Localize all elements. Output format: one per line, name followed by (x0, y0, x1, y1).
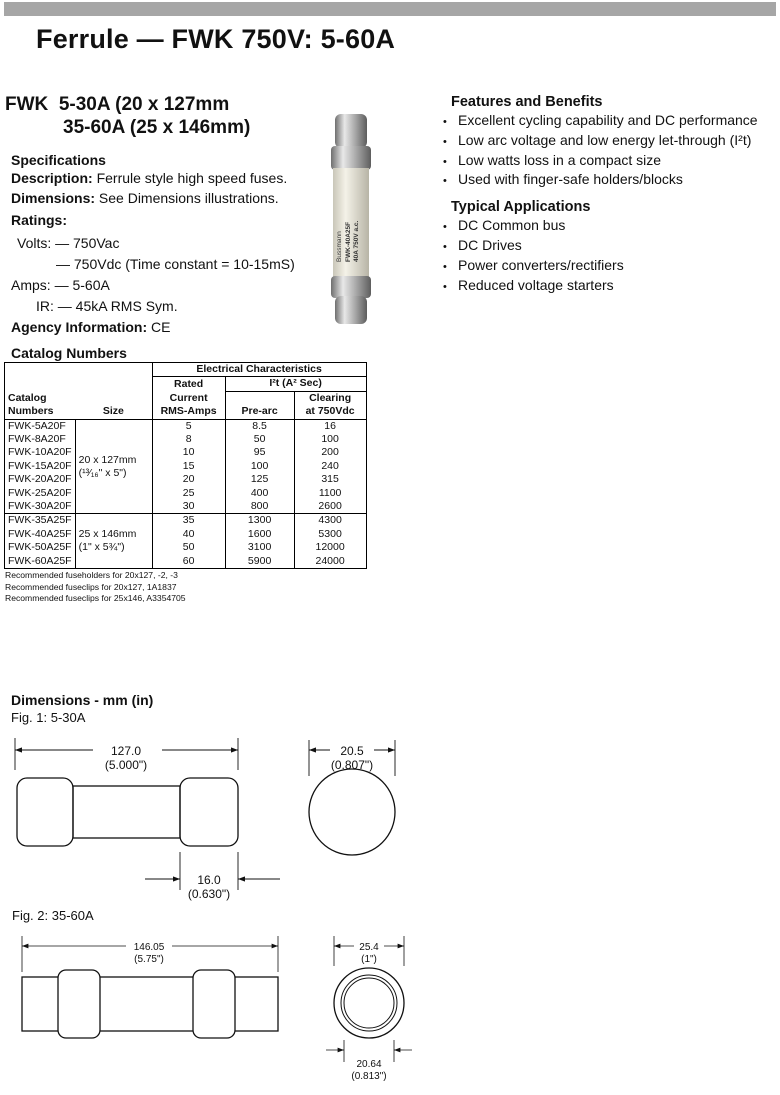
clearing-value: 24000 (294, 555, 366, 569)
catalog-number: FWK-25A20F (5, 487, 76, 500)
header-line-2: 35-60A (25 x 146mm) (63, 117, 251, 138)
prearc-value: 125 (225, 473, 294, 486)
fig1-length-in: (5.000") (104, 758, 148, 772)
list-item: • DC Common bus (442, 217, 758, 237)
page-title: Ferrule — FWK 750V: 5-60A (36, 24, 396, 54)
catalog-number: FWK-35A25F (5, 514, 76, 528)
fig2-inner-mm: 20.64 (356, 1059, 382, 1070)
prearc-value: 1300 (225, 514, 294, 528)
fig1-dia-mm: 20.5 (340, 744, 364, 758)
fig1-band-in: (0.630") (187, 887, 231, 901)
fig1-left-cap (17, 778, 73, 846)
size-imperial: (¹³⁄₁₆" x 5") (78, 466, 127, 479)
prearc-value: 1600 (225, 528, 294, 541)
catalog-number: FWK-15A20F (5, 460, 76, 473)
clearing-value: 12000 (294, 541, 366, 554)
note: Recommended fuseholders for 20x127, -2, -3 (5, 570, 178, 580)
rated-current: 10 (152, 446, 225, 459)
fig2-length-in: (5.75") (134, 954, 164, 965)
elec-char-header: Electrical Characteristics (152, 363, 366, 377)
list-item: • Reduced voltage starters (442, 277, 758, 297)
prearc-value: 800 (225, 500, 294, 514)
catalog-number: FWK-30A20F (5, 500, 76, 514)
list-item: • Power converters/rectifiers (442, 257, 758, 277)
col-catalog-2: Numbers (5, 405, 76, 419)
prearc-value: 100 (225, 460, 294, 473)
fig2-dia-in: (1") (361, 954, 377, 965)
prearc-value: 50 (225, 433, 294, 446)
rated-current: 50 (152, 541, 225, 554)
rated-current: 40 (152, 528, 225, 541)
prearc-value: 400 (225, 487, 294, 500)
prearc-value: 95 (225, 446, 294, 459)
fig2-right-band (193, 970, 235, 1038)
catalog-number: FWK-10A20F (5, 446, 76, 459)
applications-heading: Typical Applications (451, 199, 591, 216)
fig2-dia-mm: 25.4 (359, 942, 379, 953)
fig2-length-mm: 146.05 (133, 942, 165, 953)
i2t-header: I²t (A² Sec) (225, 377, 366, 391)
fig2-inner-in: (0.813") (351, 1071, 387, 1082)
rated-current: 5 (152, 419, 225, 433)
fig1-length-mm: 127.0 (110, 744, 142, 758)
catalog-number: FWK-50A25F (5, 541, 76, 554)
clearing-value: 16 (294, 419, 366, 433)
prearc-value: 8.5 (225, 419, 294, 433)
fig1-body (73, 786, 180, 838)
clearing-value: 2600 (294, 500, 366, 514)
list-item: • Used with finger-safe holders/blocks (442, 171, 758, 191)
fuse-label-line-1: Bussmann (336, 231, 343, 262)
col-rated-1: Rated (152, 377, 225, 391)
fig2-label: Fig. 2: 35-60A (12, 908, 94, 923)
size-metric: 20 x 127mm (78, 453, 137, 466)
spec-ir: IR: — 45kA RMS Sym. (36, 298, 178, 314)
header-line-1: FWK 5-30A (20 x 127mm (5, 94, 230, 115)
spec-volts-dc: — 750Vdc (Time constant = 10-15mS) (56, 256, 295, 272)
ratings-heading: Ratings: (11, 212, 67, 228)
rated-current: 60 (152, 555, 225, 569)
list-item: • Low watts loss in a compact size (442, 152, 758, 172)
note: Recommended fuseclips for 25x146, A3354705 (5, 593, 186, 603)
rated-current: 8 (152, 433, 225, 446)
clearing-value: 200 (294, 446, 366, 459)
spec-description: Description: Ferrule style high speed fuses. (11, 170, 288, 186)
features-heading: Features and Benefits (451, 94, 603, 110)
clearing-value: 315 (294, 473, 366, 486)
rated-current: 20 (152, 473, 225, 486)
fig1-end-view (309, 769, 395, 855)
note: Recommended fuseclips for 20x127, 1A1837 (5, 581, 177, 592)
rated-current: 35 (152, 514, 225, 528)
spec-amps: Amps: — 5-60A (11, 277, 110, 293)
catalog-heading: Catalog Numbers (11, 345, 127, 361)
fig2-end-view (334, 968, 404, 1038)
clearing-value: 1100 (294, 487, 366, 500)
col-rated-3: RMS-Amps (152, 405, 225, 419)
catalog-number: FWK-5A20F (5, 419, 76, 433)
fuse-label-line-2: FWK-40A25F (345, 221, 352, 262)
rated-current: 25 (152, 487, 225, 500)
col-prearc: Pre-arc (225, 405, 294, 419)
list-item: • Excellent cycling capability and DC performance (442, 112, 758, 132)
dimensions-heading: Dimensions - mm (in) (11, 692, 154, 708)
catalog-number: FWK-8A20F (5, 433, 76, 446)
prearc-value: 3100 (225, 541, 294, 554)
catalog-number: FWK-60A25F (5, 555, 76, 569)
fig2-side-view (22, 970, 278, 1038)
clearing-value: 4300 (294, 514, 366, 528)
fuse-label-line-3: 40A 750V a.c. (353, 220, 360, 262)
size-imperial: (1" x 5¾") (78, 541, 125, 554)
rated-current: 30 (152, 500, 225, 514)
spec-agency: Agency Information: CE (11, 319, 171, 335)
col-clearing-1: Clearing (294, 391, 366, 405)
fig1-label: Fig. 1: 5-30A (11, 710, 86, 725)
fig1-side-view (17, 778, 238, 846)
clearing-value: 100 (294, 433, 366, 446)
fig1-right-cap (180, 778, 238, 846)
clearing-value: 5300 (294, 528, 366, 541)
size-metric: 25 x 146mm (78, 528, 137, 541)
prearc-value: 5900 (225, 555, 294, 569)
col-rated-2: Current (152, 391, 225, 405)
specifications-heading: Specifications (11, 152, 106, 168)
clearing-value: 240 (294, 460, 366, 473)
spec-volts-ac: Volts: — 750Vac (17, 235, 120, 251)
fig1-dia-in: (0.807") (330, 758, 374, 772)
catalog-number: FWK-40A25F (5, 528, 76, 541)
fig2-left-band (58, 970, 100, 1038)
col-size: Size (75, 405, 152, 419)
fig1-band-mm: 16.0 (197, 873, 221, 887)
catalog-number: FWK-20A20F (5, 473, 76, 486)
col-catalog-1: Catalog (5, 391, 76, 405)
list-item: • DC Drives (442, 237, 758, 257)
spec-dimensions: Dimensions: See Dimensions illustrations. (11, 190, 279, 206)
list-item: • Low arc voltage and low energy let-through (I²t) (442, 132, 758, 152)
rated-current: 15 (152, 460, 225, 473)
col-clearing-2: at 750Vdc (294, 405, 366, 419)
